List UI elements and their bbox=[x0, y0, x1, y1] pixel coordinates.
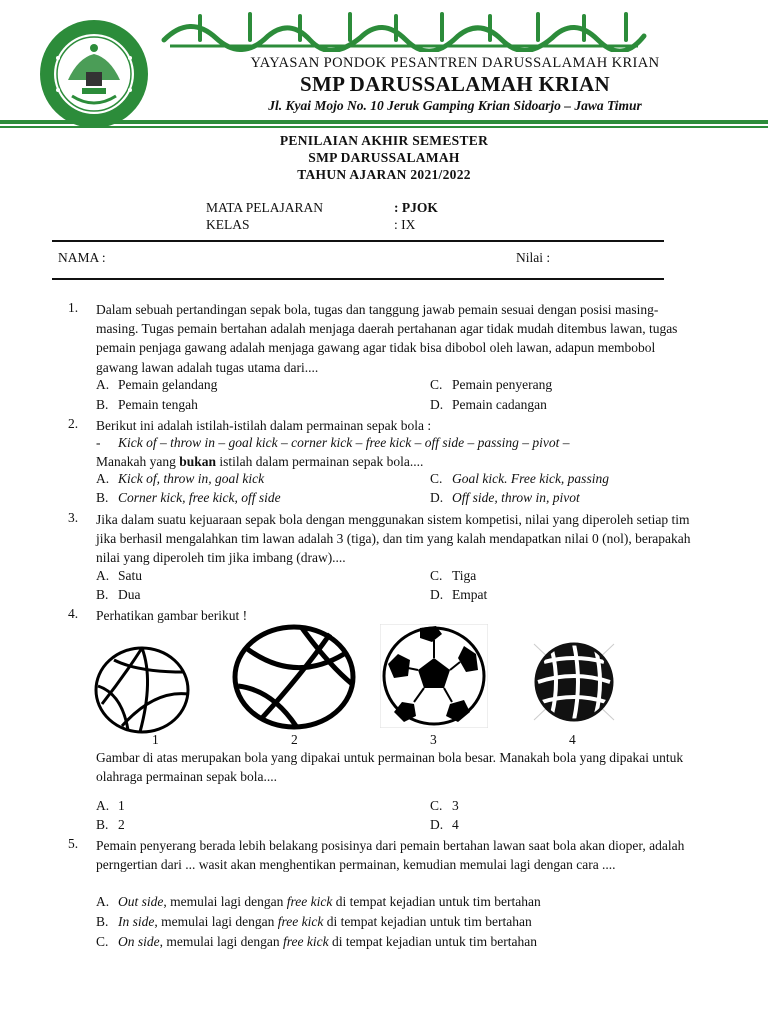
header-divider-thick bbox=[0, 120, 768, 124]
question-number: 2. bbox=[68, 416, 79, 431]
option-b bbox=[96, 490, 281, 506]
option-text: Pemain penyerang bbox=[452, 377, 553, 392]
option-b bbox=[96, 914, 532, 930]
option-d bbox=[430, 587, 487, 603]
option-text: Pemain tengah bbox=[118, 397, 198, 412]
ball-images bbox=[0, 622, 768, 750]
option-letter: D. bbox=[430, 397, 444, 412]
question-number: 5. bbox=[68, 836, 79, 851]
option-kick: free kick bbox=[277, 914, 324, 929]
option-c bbox=[430, 471, 609, 487]
question-number: 1. bbox=[68, 300, 79, 315]
option-text: di tempat kejadian untuk tim bertahan bbox=[328, 934, 538, 949]
option-term: In side bbox=[118, 914, 155, 929]
option-text: di tempat kejadian untuk tim bertahan bbox=[323, 914, 532, 929]
option-letter: C. bbox=[430, 377, 443, 392]
option-text: Dua bbox=[118, 587, 141, 602]
option-a bbox=[96, 471, 264, 487]
option-letter: A. bbox=[96, 798, 110, 813]
exam-title: PENILAIAN AKHIR SEMESTER bbox=[279, 133, 489, 148]
option-letter: B. bbox=[96, 490, 109, 505]
option-term: Out side bbox=[118, 894, 164, 909]
student-name-label: NAMA : bbox=[58, 250, 106, 265]
option-a bbox=[96, 568, 142, 584]
class-value: : IX bbox=[394, 217, 416, 232]
option-text: Empat bbox=[452, 587, 488, 602]
score-label: Nilai : bbox=[516, 250, 551, 265]
option-letter: D. bbox=[430, 490, 444, 505]
image-label: 4 bbox=[569, 732, 576, 747]
option-d bbox=[430, 397, 547, 413]
option-c bbox=[430, 798, 459, 814]
option-a bbox=[96, 798, 125, 814]
question-text: Pemain penyerang berada lebih belakang posisinya dari pemain bertahan lawan saat bola akan dioper, adalah perngertian dari ... wasit akan menghentikan permainan, kemudian memulai lagi dengan cara .... bbox=[96, 838, 685, 873]
option-text: , memulai lagi dengan bbox=[163, 894, 287, 909]
foundation-name: YAYASAN PONDOK PESANTREN DARUSSALAMAH KRIAN bbox=[250, 55, 660, 71]
option-text: 2 bbox=[118, 817, 125, 832]
option-term: On side bbox=[118, 934, 160, 949]
option-letter: A. bbox=[96, 894, 110, 909]
option-letter: A. bbox=[96, 377, 110, 392]
arabic-calligraphy-banner bbox=[160, 10, 648, 52]
option-letter: C. bbox=[430, 471, 443, 486]
option-d bbox=[430, 817, 459, 833]
question-number: 3. bbox=[68, 510, 79, 525]
name-row-bottom-rule bbox=[52, 278, 664, 280]
list-dash: - bbox=[96, 435, 101, 450]
sepak-takraw-ball-icon bbox=[530, 640, 618, 724]
option-text: di tempat kejadian untuk tim bertahan bbox=[332, 894, 541, 909]
prompt-text: Manakah yang bbox=[96, 454, 180, 469]
option-c bbox=[430, 377, 552, 393]
option-letter: B. bbox=[96, 914, 109, 929]
option-letter: A. bbox=[96, 568, 110, 583]
basketball-icon bbox=[232, 624, 356, 730]
option-letter: D. bbox=[430, 817, 444, 832]
option-b bbox=[96, 587, 141, 603]
option-c bbox=[430, 568, 476, 584]
option-letter: C. bbox=[96, 934, 109, 949]
question-followup-text: Gambar di atas merupakan bola yang dipakai untuk permainan bola besar. Manakah bola yang dipakai untuk olahraga permainan sepak bola.... bbox=[96, 750, 684, 785]
option-kick: free kick bbox=[282, 934, 329, 949]
option-text: Off side, throw in, pivot bbox=[452, 490, 580, 505]
option-text: Kick of, throw in, goal kick bbox=[118, 471, 265, 486]
option-text: Corner kick, free kick, off side bbox=[118, 490, 281, 505]
image-label: 2 bbox=[291, 732, 298, 747]
name-row-top-rule bbox=[52, 240, 664, 242]
option-c bbox=[96, 934, 537, 950]
question-text: Perhatikan gambar berikut ! bbox=[96, 608, 248, 623]
option-letter: C. bbox=[430, 568, 443, 583]
question-prompt bbox=[96, 454, 423, 470]
option-text: , memulai lagi dengan bbox=[159, 934, 283, 949]
option-b bbox=[96, 817, 125, 833]
option-a bbox=[96, 377, 217, 393]
image-label: 3 bbox=[430, 732, 437, 747]
class-label: KELAS bbox=[206, 217, 250, 232]
terms-list: Kick of – throw in – goal kick – corner kick – free kick – off side – passing – pivot – bbox=[118, 435, 570, 450]
option-text: Goal kick. Free kick, passing bbox=[452, 471, 609, 486]
option-text: , memulai lagi dengan bbox=[154, 914, 278, 929]
question-text: Dalam sebuah pertandingan sepak bola, tugas dan tanggung jawab pemain sesuai dengan posisi masing-masing. Tugas pemain bertahan adalah menjaga daerah pertahanan agar tidak mudah ditembus lawan, tugas pemain penjaga gawang adalah menjaga gawang agar tidak bisa dibobol oleh lawan, adapun membobol gawang lawan adalah tugas utama dari.... bbox=[96, 302, 678, 375]
subject-value: : PJOK bbox=[394, 200, 438, 215]
prompt-bold: bukan bbox=[179, 454, 217, 469]
subject-label: MATA PELAJARAN bbox=[206, 200, 324, 215]
option-kick: free kick bbox=[286, 894, 333, 909]
prompt-text: istilah dalam permainan sepak bola.... bbox=[216, 454, 424, 469]
option-b bbox=[96, 397, 198, 413]
option-text: Pemain cadangan bbox=[452, 397, 547, 412]
option-letter: D. bbox=[430, 587, 444, 602]
option-letter: B. bbox=[96, 587, 109, 602]
option-text: 4 bbox=[452, 817, 459, 832]
volleyball-icon bbox=[94, 646, 190, 734]
question-text: Berikut ini adalah istilah-istilah dalam permainan sepak bola : bbox=[96, 418, 432, 433]
school-address: Jl. Kyai Mojo No. 10 Jeruk Gamping Krian Sidoarjo – Jawa Timur bbox=[268, 98, 642, 113]
option-text: Tiga bbox=[452, 568, 477, 583]
option-letter: B. bbox=[96, 817, 109, 832]
option-letter: A. bbox=[96, 471, 110, 486]
option-letter: B. bbox=[96, 397, 109, 412]
option-letter: C. bbox=[430, 798, 443, 813]
option-text: Satu bbox=[118, 568, 143, 583]
option-text: 1 bbox=[118, 798, 125, 813]
terms-list-item bbox=[96, 435, 570, 451]
question-number: 4. bbox=[68, 606, 79, 621]
exam-year: TAHUN AJARAN 2021/2022 bbox=[297, 167, 471, 182]
option-a bbox=[96, 894, 541, 910]
image-label: 1 bbox=[152, 732, 159, 747]
question-text: Jika dalam suatu kejuaraan sepak bola dengan menggunakan sistem kompetisi, nilai yang diperoleh setiap tim jika berhasil mengalahkan tim lawan adalah 3 (tiga), dan tim yang kalah mendapatkan nilai 0 (nol), berapakah nilai yang diperoleh tim jika imbang (draw).... bbox=[96, 512, 691, 566]
soccer-ball-icon bbox=[380, 624, 488, 728]
school-name: SMP DARUSSALAMAH KRIAN bbox=[300, 72, 610, 96]
option-d bbox=[430, 490, 580, 506]
header-divider-thin bbox=[0, 126, 768, 128]
option-text: 3 bbox=[452, 798, 459, 813]
option-text: Pemain gelandang bbox=[118, 377, 218, 392]
exam-school: SMP DARUSSALAMAH bbox=[308, 150, 460, 165]
school-logo bbox=[38, 18, 150, 130]
